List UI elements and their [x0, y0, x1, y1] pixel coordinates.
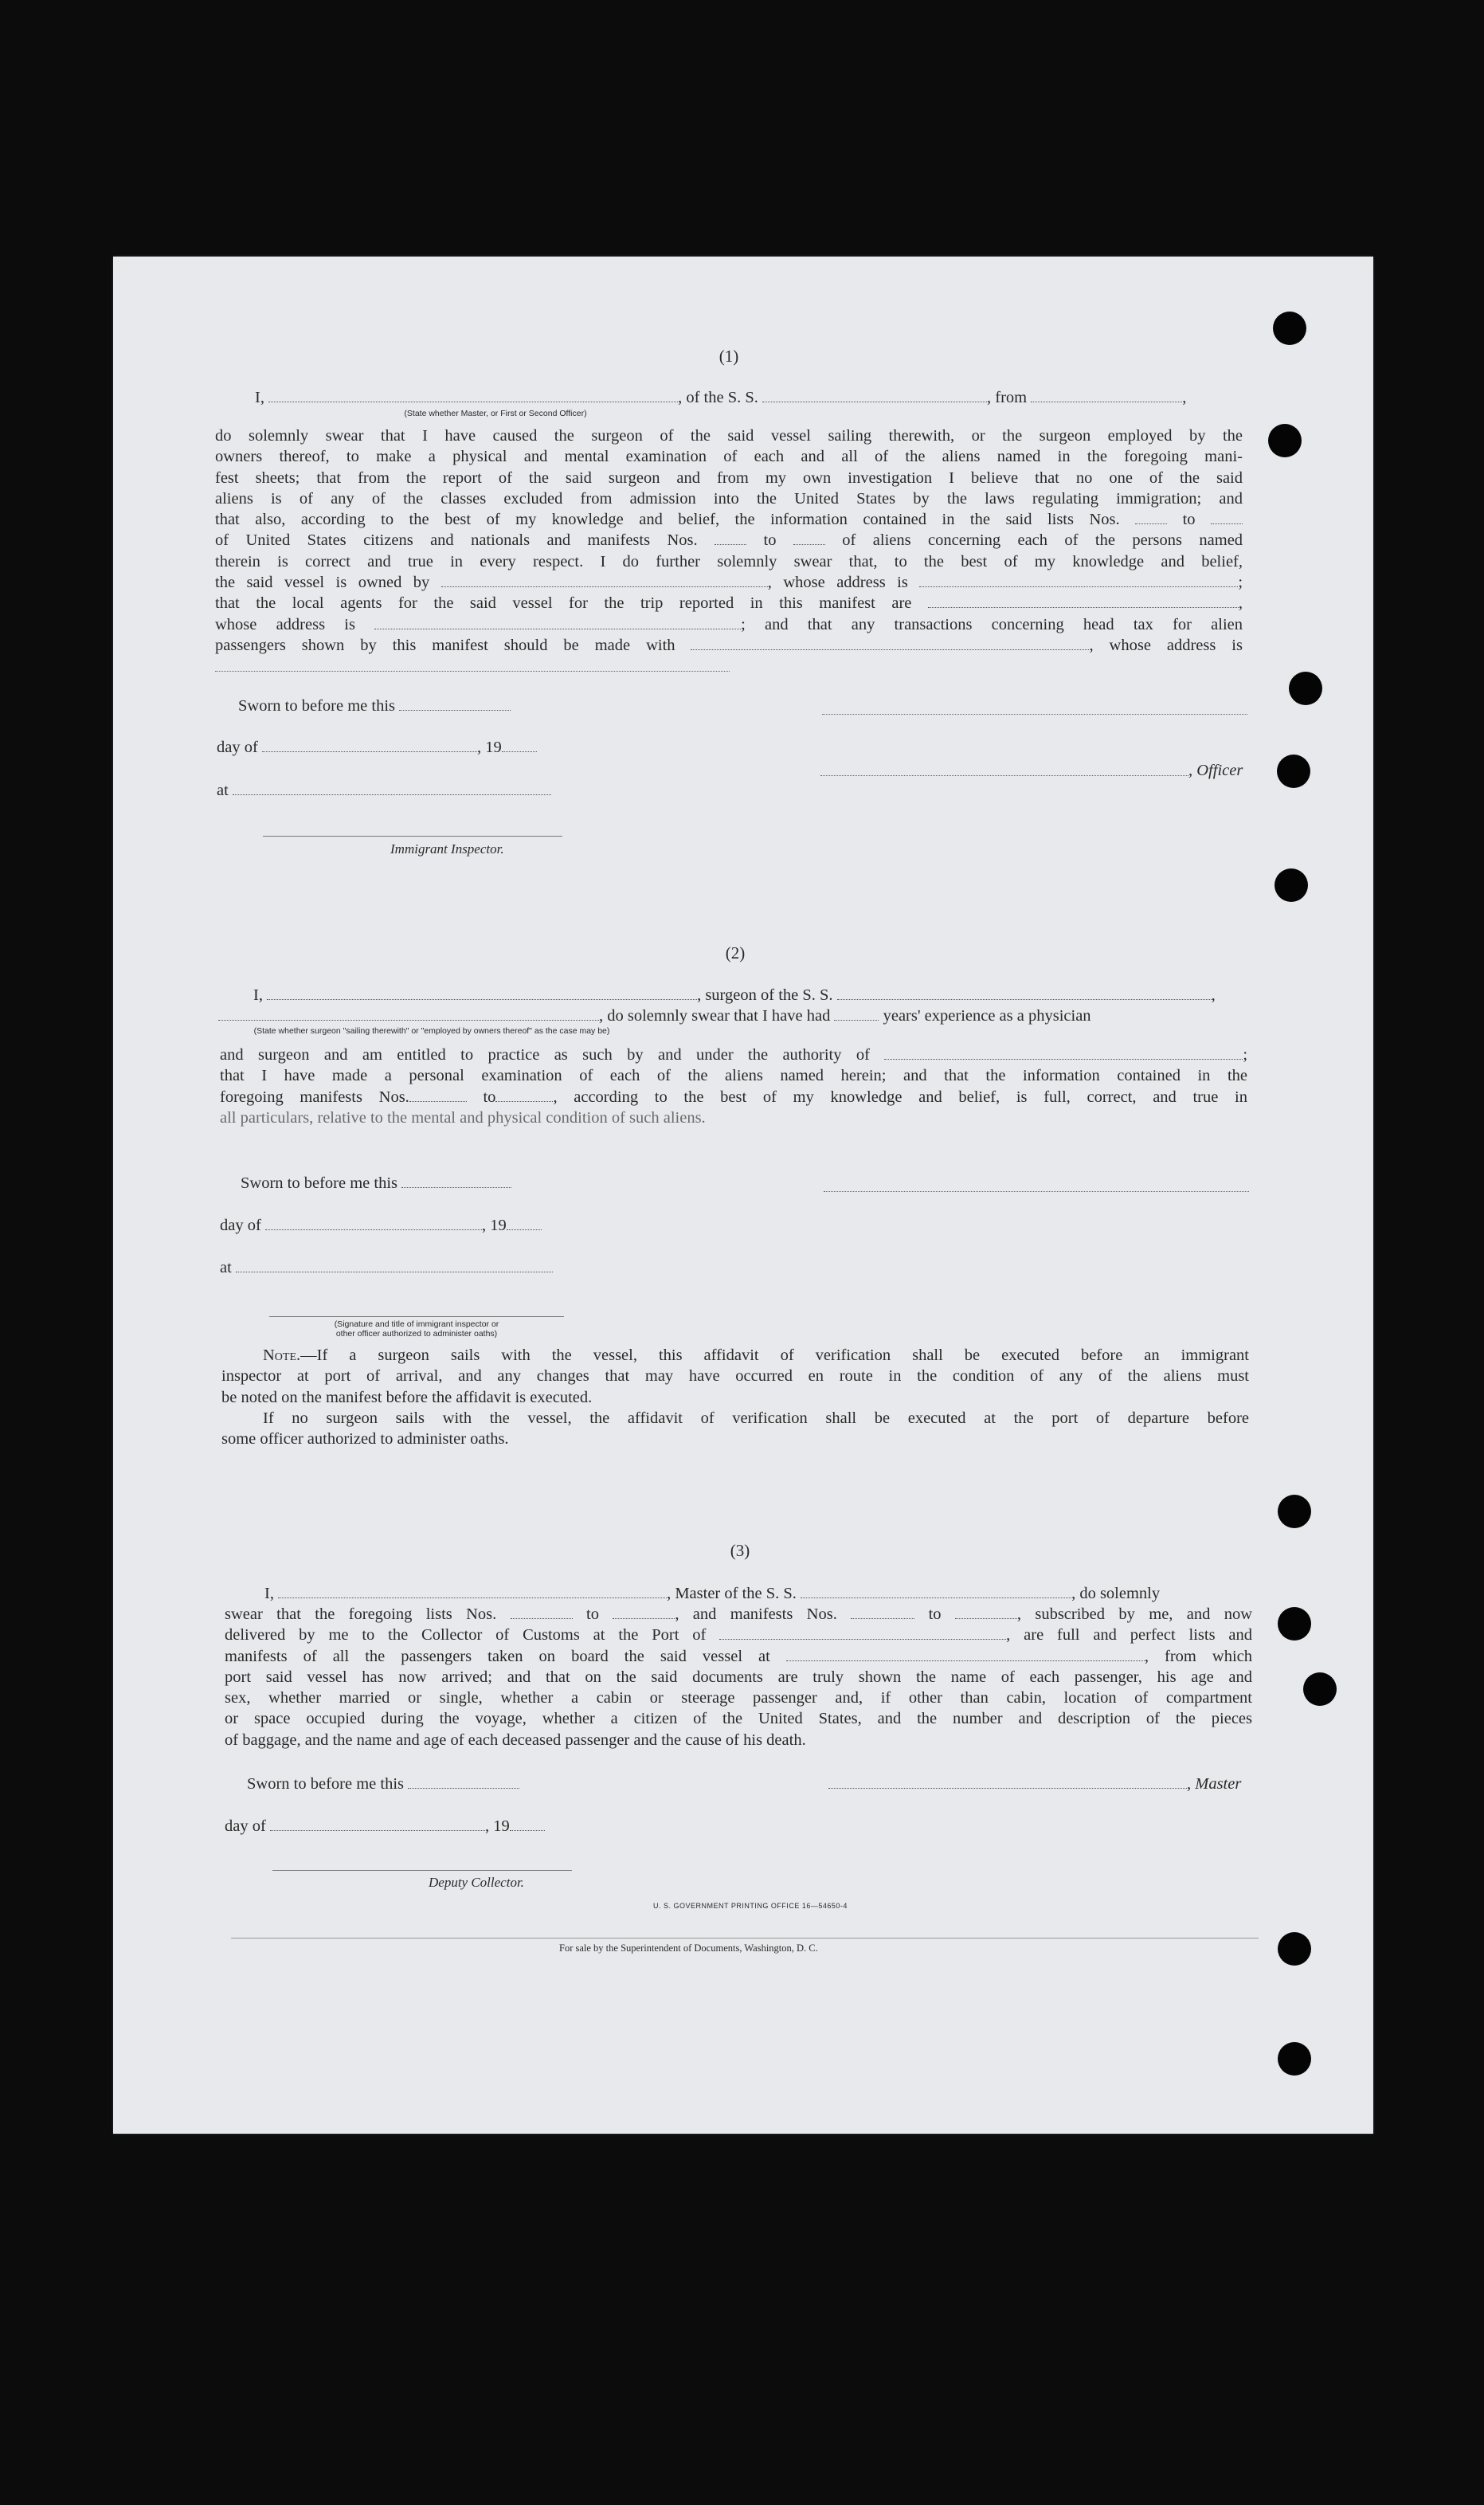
owner-address-blank[interactable] [919, 574, 1238, 587]
sworn-line-2 [241, 1173, 511, 1194]
manifest-to-blank[interactable] [793, 531, 825, 545]
manifest-to-blank-3[interactable] [955, 1605, 1017, 1619]
body-line-lists [225, 1604, 1252, 1625]
month-blank-2[interactable] [265, 1217, 482, 1230]
sworn-day-blank[interactable] [399, 697, 511, 711]
month-blank[interactable] [262, 739, 477, 752]
surgeon-of-label: , surgeon of the S. S. [697, 986, 833, 1004]
body-text: that also, according to the best of my knowledge and belief, the information contained in the said lists Nos. [215, 511, 1120, 529]
authority-blank[interactable] [884, 1046, 1243, 1060]
note-line [221, 1345, 1249, 1366]
body-line: that I have made a personal examination of each of the aliens named herein; and that the information contained in the [220, 1067, 1247, 1085]
note-label: Note. [263, 1347, 301, 1364]
to-label: to [483, 1088, 496, 1106]
punct: ; [1238, 574, 1243, 592]
punch-hole [1303, 1672, 1337, 1706]
section-1-number: (1) [719, 347, 739, 366]
manifest-from-blank-2[interactable] [409, 1088, 467, 1102]
master-of-label: , Master of the S. S. [667, 1585, 797, 1602]
sworn-line-1 [238, 696, 511, 716]
note-line: If no surgeon sails with the vessel, the affidavit of verification shall be executed at the port of departure before [263, 1409, 1249, 1427]
officer-rank-note: (State whether Master, or First or Second Officer) [404, 409, 587, 418]
note-line: be noted on the manifest before the affidavit is executed. [221, 1388, 593, 1406]
body-line-agent-address [215, 614, 1243, 635]
head-tax-address-blank[interactable] [215, 671, 730, 672]
punch-hole [1278, 1932, 1311, 1966]
years-blank[interactable] [834, 1007, 879, 1021]
body-text: , according to the best of my knowledge and belief, is full, correct, and true in [553, 1088, 1247, 1106]
body-text: , and manifests Nos. [675, 1605, 837, 1623]
day-of-label: day of [220, 1217, 261, 1234]
body-text: , from which [1144, 1647, 1253, 1665]
body-text: manifests of all the passengers taken on board the said vessel at [225, 1647, 770, 1665]
comma: , [1182, 389, 1187, 406]
list-to-blank[interactable] [1211, 511, 1243, 524]
list-from-blank-3[interactable] [511, 1605, 573, 1619]
at-line-2 [220, 1257, 553, 1278]
punct: , [1238, 594, 1243, 613]
punch-hole [1278, 1495, 1311, 1528]
body-text: of United States citizens and nationals and manifests Nos. [215, 531, 698, 550]
body-text: , subscribed by me, and now [1016, 1605, 1253, 1623]
day-of-line-2 [220, 1215, 542, 1236]
body-text: , whose address is [1089, 636, 1243, 654]
section-2-note [221, 1345, 1249, 1449]
year-blank-2[interactable] [507, 1217, 542, 1230]
sworn-label: Sworn to before me this [247, 1775, 404, 1793]
list-to-blank-3[interactable] [613, 1605, 675, 1619]
body-line-agents [215, 593, 1243, 614]
day-of-line-3 [225, 1816, 545, 1837]
year-label: , 19 [476, 739, 502, 756]
body-text: ; and that any transactions concerning head tax for alien [741, 615, 1243, 633]
body-text: , are full and perfect lists and [1006, 1626, 1252, 1645]
inspector-signature-line-2[interactable] [269, 1316, 564, 1317]
year-blank[interactable] [502, 739, 537, 752]
body-line: do solemnly swear that I have caused the surgeon of the said vessel sailing therewith, or the surgeon employed by the [215, 427, 1243, 445]
surgeon-name-blank[interactable] [267, 986, 697, 1000]
to-label: to [928, 1605, 942, 1623]
body-text: and surgeon and am entitled to practice as such by and under the authority of [220, 1046, 870, 1064]
sworn-day-blank-3[interactable] [408, 1775, 519, 1789]
body-text: whose address is [215, 615, 355, 633]
pronoun-i: I, [264, 1585, 274, 1602]
pronoun-i: I, [255, 389, 264, 406]
section-2-body [220, 1045, 1247, 1128]
deputy-signature-line[interactable] [272, 1870, 572, 1871]
master-signature-line [828, 1774, 1241, 1794]
day-of-label: day of [217, 739, 258, 756]
list-from-blank[interactable] [1135, 511, 1167, 524]
surgeon-signature-blank[interactable] [824, 1191, 1249, 1192]
immigrant-inspector-label: Immigrant Inspector. [390, 841, 504, 857]
surgeon-status-note: (State whether surgeon "sailing therewith" or "employed by owners thereof" as the case may be) [253, 1026, 610, 1036]
place-blank-2[interactable] [236, 1259, 553, 1272]
section-3-number: (3) [730, 1541, 750, 1560]
body-line-manifests [215, 530, 1243, 551]
body-text: that the local agents for the said vessel for the trip reported in this manifest are [215, 594, 912, 613]
at-line-1 [217, 780, 551, 801]
to-label: to [763, 531, 777, 550]
signature-title-note: (Signature and title of immigrant inspector or other officer authorized to administer oaths) [334, 1319, 499, 1339]
section-3-body [225, 1604, 1252, 1750]
embark-port-blank[interactable] [786, 1648, 1145, 1661]
from-label: , from [987, 389, 1028, 406]
officer-rank-blank[interactable] [268, 389, 678, 402]
officer-label: , Officer [1188, 762, 1243, 779]
body-text: delivered by me to the Collector of Customs at the Port of [225, 1626, 707, 1645]
punct: ; [1243, 1046, 1248, 1064]
section-1-body [215, 425, 1243, 656]
master-signature-blank[interactable] [828, 1775, 1187, 1789]
section-3-opening-line [264, 1583, 1160, 1604]
manifest-from-blank[interactable] [715, 531, 746, 545]
body-text: of aliens concerning each of the persons named [842, 531, 1243, 550]
body-line: all particulars, relative to the mental and physical condition of such aliens. [220, 1108, 706, 1127]
sworn-line-3 [247, 1774, 519, 1794]
body-line-manifests [220, 1087, 1247, 1107]
vessel-name-blank[interactable] [762, 389, 987, 402]
port-blank[interactable] [719, 1626, 1006, 1640]
to-label: to [586, 1605, 599, 1623]
sworn-label: Sworn to before me this [241, 1174, 397, 1192]
body-line-embark [225, 1646, 1252, 1667]
body-line-authority [220, 1045, 1247, 1065]
master-name-blank[interactable] [278, 1585, 667, 1598]
punch-hole [1278, 2042, 1311, 2076]
punct: , [1211, 986, 1216, 1004]
body-text: , do solemnly [1071, 1585, 1161, 1602]
body-line: port said vessel has now arrived; and that on the said documents are truly shown the name of each passenger, his age and [225, 1668, 1252, 1686]
body-text: swear that the foregoing lists Nos. [225, 1605, 497, 1623]
deputy-collector-label: Deputy Collector. [429, 1875, 524, 1890]
at-label: at [217, 782, 229, 799]
year-blank-3[interactable] [510, 1817, 545, 1831]
of-the-ss-label: , of the S. S. [678, 389, 758, 406]
punch-hole [1268, 424, 1302, 457]
month-blank-3[interactable] [270, 1817, 485, 1831]
manifest-to-blank-2[interactable] [495, 1088, 553, 1102]
note-line: inspector at port of arrival, and any changes that may have occurred en route in the condition of any of the aliens must [221, 1367, 1249, 1386]
body-text: , do solemnly swear that I have had [599, 1007, 831, 1025]
manifest-affidavit-sheet [113, 257, 1373, 2134]
body-text: years' experience as a physician [883, 1007, 1091, 1025]
officer-signature-blank[interactable] [822, 714, 1247, 715]
surgeon-status-blank[interactable] [218, 1007, 599, 1021]
section-2-second-line [218, 1006, 1091, 1026]
body-line: sex, whether married or single, whether a cabin or steerage passenger and, if other than cabin, location of compartment [225, 1689, 1252, 1707]
departure-port-blank[interactable] [1031, 389, 1182, 402]
body-line: therein is correct and true in every respect. I do further solemnly swear that, to the best of my knowledge and belief, [215, 552, 1243, 570]
body-line: owners thereof, to make a physical and mental examination of each and all of the aliens named in the foregoing mani- [215, 448, 1243, 466]
sworn-day-blank-2[interactable] [401, 1174, 511, 1188]
punch-hole [1277, 755, 1310, 788]
to-label: to [1182, 511, 1196, 529]
owner-blank[interactable] [441, 574, 768, 587]
body-line: of baggage, and the name and age of each deceased passenger and the cause of his death. [225, 1731, 806, 1749]
punch-hole [1278, 1607, 1311, 1641]
year-label: , 19 [481, 1217, 507, 1234]
section-2-number: (2) [725, 943, 746, 962]
sworn-label: Sworn to before me this [238, 697, 395, 715]
inspector-signature-line[interactable] [263, 836, 562, 837]
master-label: , Master [1187, 1775, 1242, 1793]
body-text: foregoing manifests Nos. [220, 1088, 409, 1106]
pronoun-i: I, [253, 986, 263, 1004]
body-line: aliens is of any of the classes excluded from admission into the United States by the laws regulating immigration; and [215, 489, 1243, 508]
body-text: passengers shown by this manifest should be made with [215, 636, 675, 654]
day-of-line-1 [217, 737, 537, 758]
punch-hole [1273, 312, 1306, 345]
day-of-label: day of [225, 1817, 266, 1835]
body-line-owner [215, 572, 1243, 593]
body-line-lists [215, 509, 1243, 530]
section-2-opening-line [253, 985, 1216, 1006]
punch-hole [1289, 672, 1322, 705]
body-line: fest sheets; that from the report of the said surgeon and from my own investigation I believe that no one of the said [215, 468, 1243, 487]
vessel-name-blank-2[interactable] [837, 986, 1212, 1000]
body-text: the said vessel is owned by [215, 574, 430, 592]
agents-blank[interactable] [928, 594, 1239, 608]
section-1-opening-line [255, 387, 1186, 408]
punch-hole [1275, 868, 1308, 902]
for-sale-imprint: For sale by the Superintendent of Documents, Washington, D. C. [559, 1942, 818, 1954]
body-line-head-tax [215, 635, 1243, 656]
note-line: some officer authorized to administer oaths. [221, 1430, 509, 1449]
body-line: or space occupied during the voyage, whether a citizen of the United States, and the number and description of the pieces [225, 1710, 1252, 1728]
body-text: , whose address is [767, 574, 908, 592]
vessel-name-blank-3[interactable] [801, 1585, 1071, 1598]
printing-office-imprint: U. S. GOVERNMENT PRINTING OFFICE 16—54650-4 [653, 1902, 848, 1910]
year-label: , 19 [484, 1817, 510, 1835]
agents-address-blank[interactable] [374, 616, 741, 629]
at-label: at [220, 1259, 232, 1276]
officer-title-blank[interactable] [820, 775, 1188, 776]
place-blank[interactable] [233, 782, 551, 795]
manifest-from-blank-3[interactable] [851, 1605, 914, 1619]
body-line-port [225, 1625, 1252, 1645]
body-text: —If a surgeon sails with the vessel, this affidavit of verification shall be executed before an immigrant [300, 1347, 1249, 1364]
head-tax-party-blank[interactable] [691, 637, 1089, 650]
